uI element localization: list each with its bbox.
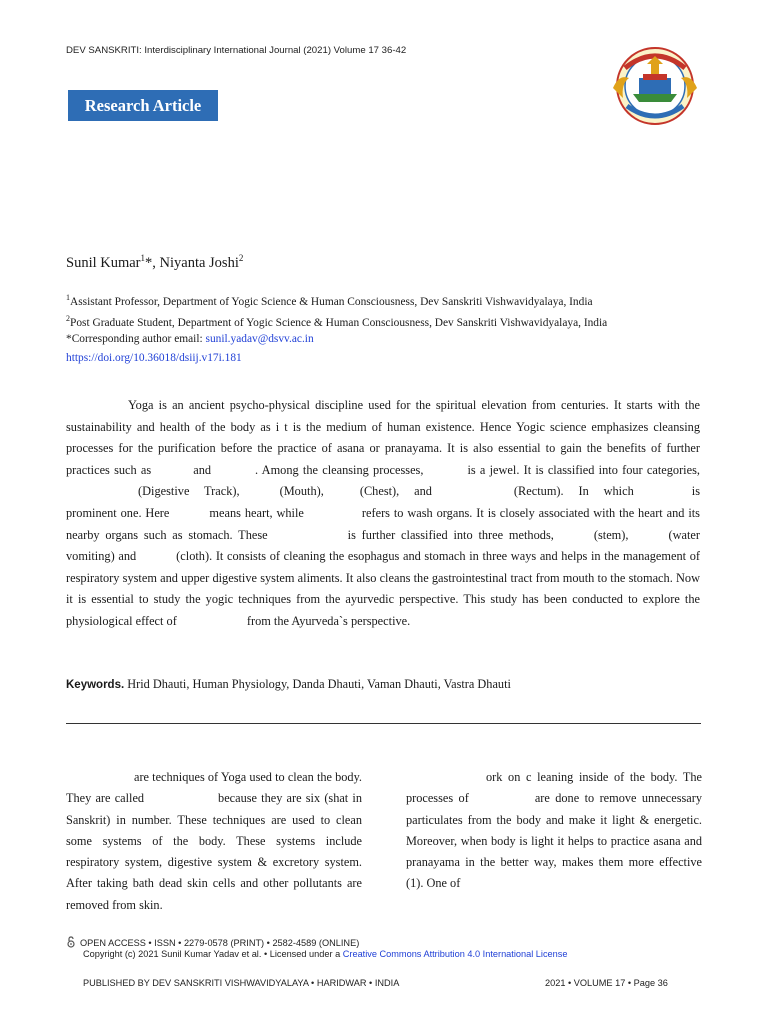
body-text: are techniques of Yoga used to clean the body. They are called (66, 770, 362, 806)
affiliation-2-sup: 2 (66, 314, 70, 323)
affiliation-2-text: Post Graduate Student, Department of Yogic Science & Human Consciousness, Dev Sanskriti Vishwavidyalaya, India (70, 316, 608, 329)
abstract-text: (Chest), and (359, 484, 432, 499)
abstract-text: is further classified into three methods, (347, 527, 554, 542)
abstract-text: (cloth). It consists of cleaning the esophagus and stomach in three ways and helps in the management of respiratory system and upper digestive system aliments. It also cleans the gastrointestinal tract from mouth to the stomach. Now it is essential to study the yogic techniques from the ayurvedic perspective. This study has been conducted to explore the physiological effect of (66, 549, 700, 628)
body-text: are done to remove unnecessary particulates from the body and make it light & energetic. Moreover, when body is light it helps to practice asana and pranayama in the better way, makes them more effective (1). One of (406, 791, 702, 891)
affiliation-1 (66, 293, 593, 308)
abstract-text: from the Ayurveda`s perspective. (246, 613, 411, 628)
copyright-line (83, 949, 567, 959)
open-access-line (66, 936, 359, 948)
license-link[interactable]: Creative Commons Attribution 4.0 International License (342, 949, 568, 959)
authors (66, 253, 243, 272)
author-1: Sunil Kumar (66, 254, 141, 271)
open-access-lock-icon (66, 936, 76, 948)
email-label: *Corresponding author email: (66, 333, 206, 345)
keywords-label: Keywords. (66, 679, 125, 691)
doi-link[interactable]: https://doi.org/10.36018/dsiij.v17i.181 (66, 352, 242, 364)
journal-header: DEV SANSKRITI: Interdisciplinary International Journal (2021) Volume 17 36-42 (66, 45, 407, 56)
author-2: Niyanta Joshi (155, 254, 239, 271)
body-text: ork on c leaning inside of the body. The processes of (406, 770, 702, 806)
copyright-text: Copyright (c) 2021 Sunil Kumar Yadav et al. • Licensed under a (83, 949, 343, 959)
abstract (66, 395, 700, 633)
abstract-text: (Mouth), (279, 484, 324, 499)
abstract-text: Yoga is an ancient psycho-physical discipline used for the spiritual elevation from centuries. It starts with the sustainability and health of the body as i t is the medium of human existence. Hence Yogic science emphasizes cleansing processes for the purification before the practice of asana or pranayama. It is also essential to gain the benefits of further practices such as (66, 398, 700, 477)
abstract-text: means heart, while (209, 505, 304, 520)
page-info: 2021 • VOLUME 17 • Page 36 (545, 978, 668, 988)
abstract-text: . Among the cleansing processes, (255, 462, 424, 477)
abstract-text: is a jewel. It is classified into four categories, (467, 462, 700, 477)
university-logo (607, 44, 702, 130)
abstract-text: (Rectum). In which (513, 484, 634, 499)
body-column-left (66, 767, 362, 916)
publisher-footer: PUBLISHED BY DEV SANSKRITI VISHWAVIDYALAYA • HARIDWAR • INDIA (83, 978, 400, 988)
affiliation-2 (66, 314, 607, 329)
abstract-text: (Digestive Track), (138, 484, 240, 499)
open-access-text: OPEN ACCESS • ISSN • 2279-0578 (PRINT) • 2582-4589 (ONLINE) (80, 938, 360, 948)
abstract-text: (water vomiting) and (66, 527, 700, 564)
author-star: *, (145, 254, 156, 271)
keywords-text: Hrid Dhauti, Human Physiology, Danda Dhauti, Vaman Dhauti, Vastra Dhauti (124, 677, 511, 691)
author-2-sup: 2 (238, 253, 244, 263)
email-link[interactable]: sunil.yadav@dsvv.ac.in (205, 333, 314, 345)
affiliation-1-sup: 1 (66, 293, 70, 302)
abstract-text: is prominent one. Here (66, 484, 700, 520)
abstract-text: and (193, 462, 212, 477)
abstract-text: refers to wash organs. It is closely associated with the heart and its nearby organs such as stomach. These (66, 505, 700, 542)
corresponding-email (66, 333, 314, 345)
abstract-text: (stem), (593, 527, 629, 542)
article-type-badge: Research Article (68, 90, 218, 121)
author-1-sup: 1 (140, 253, 146, 263)
section-divider (66, 723, 701, 724)
affiliation-1-text: Assistant Professor, Department of Yogic Science & Human Consciousness, Dev Sanskriti Vishwavidyalaya, India (70, 295, 593, 308)
body-text: because they are six (shat in Sanskrit) in number. These techniques are used to clean some systems of the body. These systems include respiratory system, digestive system & excretory system. After taking bath dead skin cells and other pollutants are removed from skin. (66, 791, 362, 912)
keywords (66, 677, 511, 692)
body-column-right (406, 767, 702, 895)
